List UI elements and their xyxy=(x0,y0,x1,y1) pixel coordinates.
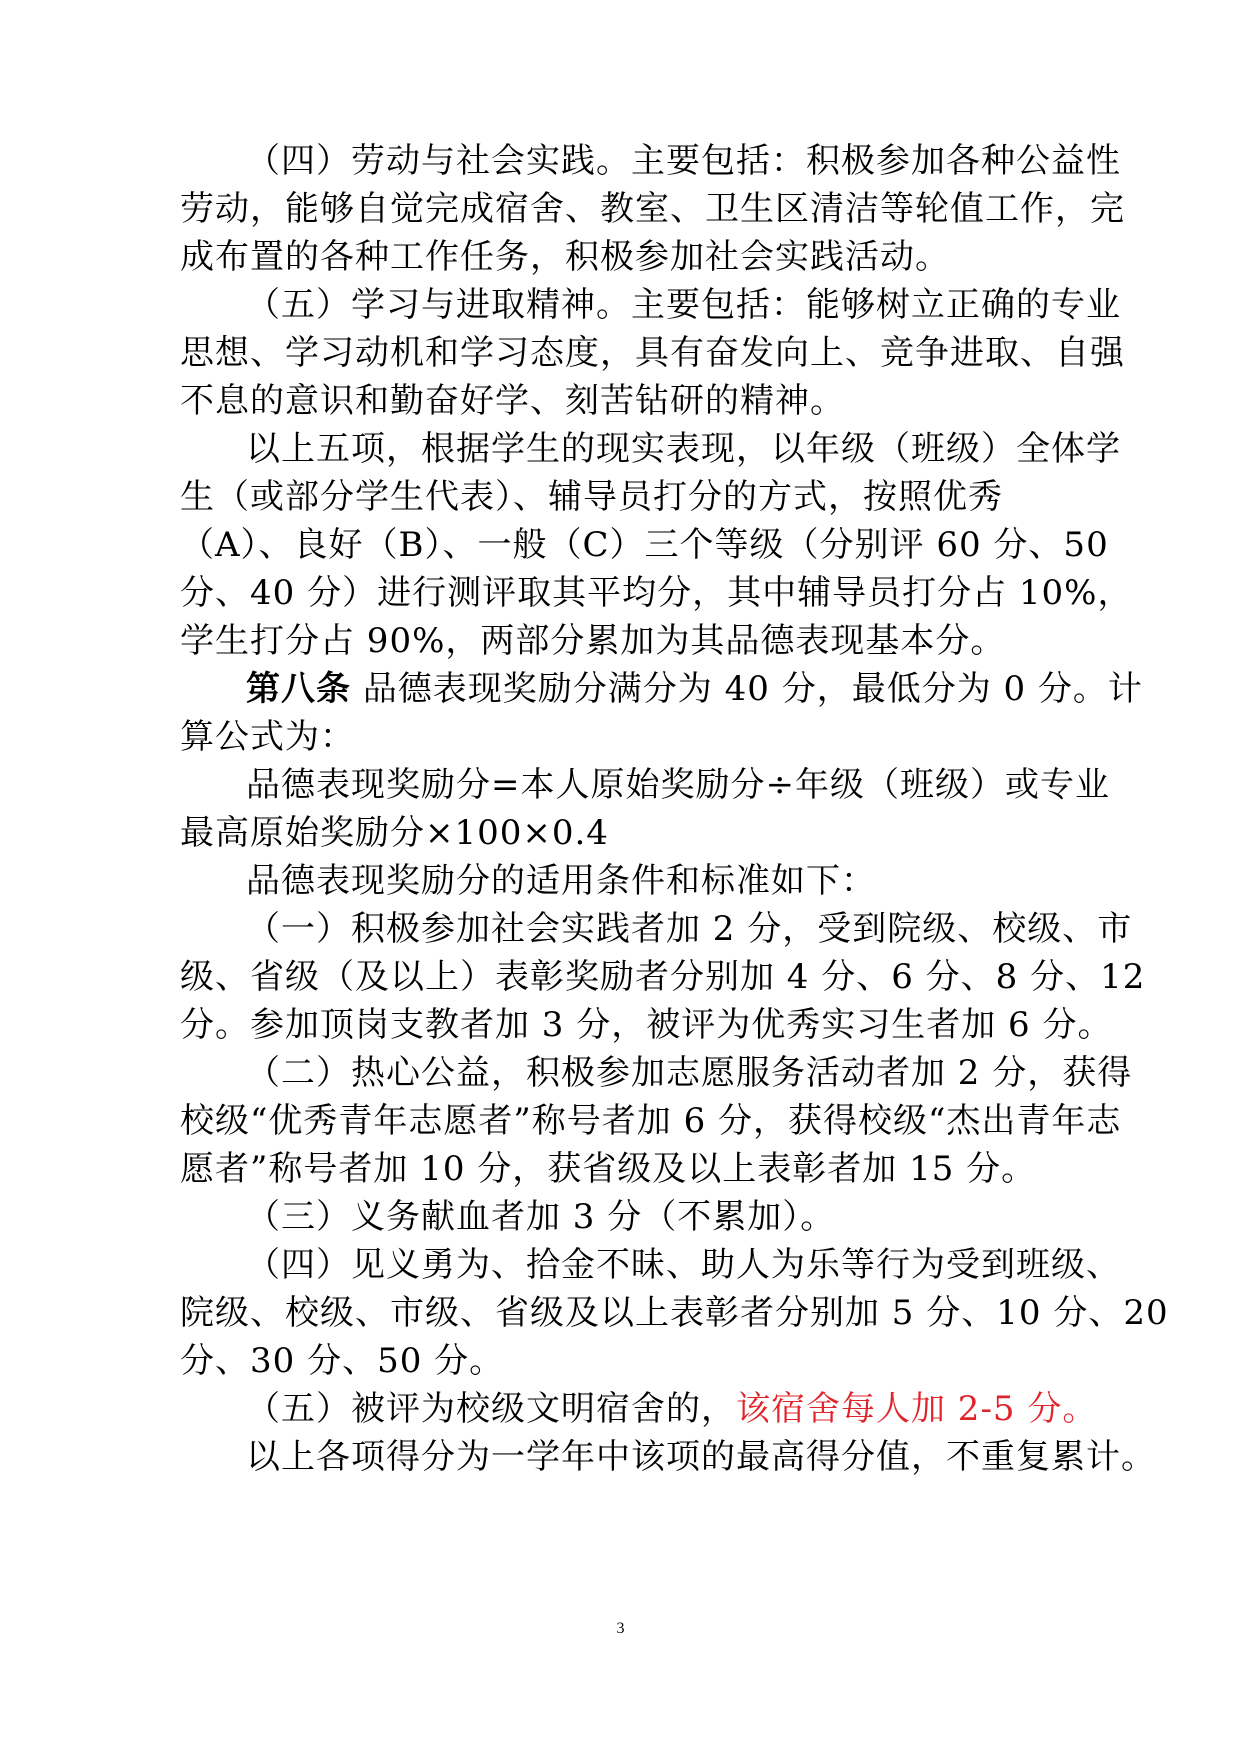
paragraph-line: 劳动，能够自觉完成宿舍、教室、卫生区清洁等轮值工作，完 xyxy=(180,189,1125,229)
paragraph-line: （一）积极参加社会实践者加 2 分，受到院级、校级、市 xyxy=(246,909,1133,949)
paragraph-line: 以上各项得分为一学年中该项的最高得分值，不重复累计。 xyxy=(246,1437,1156,1477)
paragraph-line: 愿者”称号者加 10 分，获省级及以上表彰者加 15 分。 xyxy=(180,1149,1037,1189)
formula-line: 品德表现奖励分=本人原始奖励分÷年级（班级）或专业 xyxy=(246,765,1110,805)
paragraph-line: 级、省级（及以上）表彰奖励者分别加 4 分、6 分、8 分、12 xyxy=(180,957,1146,997)
paragraph-line: （五）学习与进取精神。主要包括：能够树立正确的专业 xyxy=(246,285,1121,325)
paragraph-line: （四）见义勇为、拾金不昧、助人为乐等行为受到班级、 xyxy=(246,1245,1121,1285)
article-8-line xyxy=(246,663,1143,715)
highlighted-text: 该宿舍每人加 2-5 分。 xyxy=(736,1389,1098,1429)
paragraph-line: 生（或部分学生代表）、辅导员打分的方式，按照优秀 xyxy=(180,477,1003,517)
paragraph-line: 学生打分占 90%，两部分累加为其品德表现基本分。 xyxy=(180,621,1006,661)
page-number: 3 xyxy=(616,1620,625,1637)
formula-line: 最高原始奖励分×100×0.4 xyxy=(180,813,609,853)
paragraph-line: （A）、良好（B）、一般（C）三个等级（分别评 60 分、50 xyxy=(180,525,1109,565)
paragraph-line: 品德表现奖励分的适用条件和标准如下： xyxy=(246,861,876,901)
paragraph-line: 分。参加顶岗支教者加 3 分，被评为优秀实习生者加 6 分。 xyxy=(180,1005,1113,1045)
paragraph-line: 校级“优秀青年志愿者”称号者加 6 分，获得校级“杰出青年志 xyxy=(180,1101,1122,1141)
paragraph-line: 成布置的各种工作任务，积极参加社会实践活动。 xyxy=(180,237,950,277)
paragraph-line: （三）义务献血者加 3 分（不累加）。 xyxy=(246,1197,836,1237)
paragraph-line: 思想、学习动机和学习态度，具有奋发向上、竞争进取、自强 xyxy=(180,333,1125,373)
paragraph-text: （五）被评为校级文明宿舍的， xyxy=(246,1389,736,1429)
paragraph-line: （四）劳动与社会实践。主要包括：积极参加各种公益性 xyxy=(246,141,1121,181)
article-8-text: 品德表现奖励分满分为 40 分，最低分为 0 分。计 xyxy=(362,669,1143,709)
paragraph-line: 以上五项，根据学生的现实表现，以年级（班级）全体学 xyxy=(246,429,1121,469)
paragraph-line: 算公式为： xyxy=(180,717,355,757)
paragraph-line: 不息的意识和勤奋好学、刻苦钻研的精神。 xyxy=(180,381,845,421)
paragraph-line: 分、40 分）进行测评取其平均分，其中辅导员打分占 10%， xyxy=(180,573,1133,613)
paragraph-line-with-highlight xyxy=(246,1383,1098,1435)
paragraph-line: 院级、校级、市级、省级及以上表彰者分别加 5 分、10 分、20 xyxy=(180,1293,1169,1333)
article-8-heading: 第八条 xyxy=(246,669,351,709)
paragraph-line: （二）热心公益，积极参加志愿服务活动者加 2 分，获得 xyxy=(246,1053,1133,1093)
paragraph-line: 分、30 分、50 分。 xyxy=(180,1341,505,1381)
